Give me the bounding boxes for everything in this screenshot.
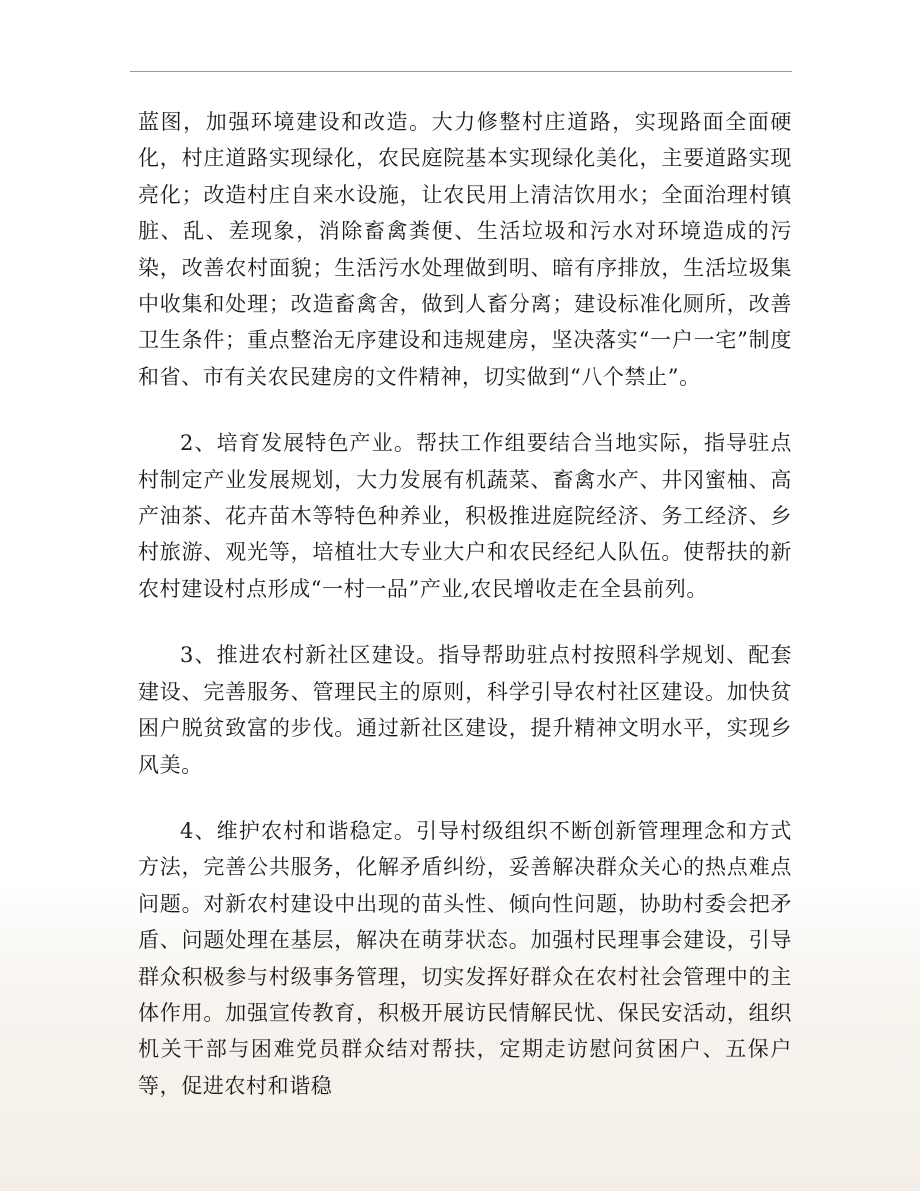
paragraph-continuation: 蓝图，加强环境建设和改造。大力修整村庄道路，实现路面全面硬化，村庄道路实现绿化，农民庭院基本实现绿化美化，主要道路实现亮化；改造村庄自来水设施，让农民用上清洁饮用水；全面治理村镇脏、乱、差现象，消除畜禽粪便、生活垃圾和污水对环境造成的污染，改善农村面貌；生活污水处理做到明、暗有序排放，生活垃圾集中收集和处理；改造畜禽舍，做到人畜分离；建设标准化厕所，改善卫生条件；重点整治无序建设和违规建房，坚决落实“一户一宅”制度和省、市有关农民建房的文件精神，切实做到“八个禁止”。: [138, 110, 792, 389]
paragraph-item-4: 4、维护农村和谐稳定。引导村级组织不断创新管理理念和方式方法，完善公共服务，化解矛盾纠纷，妥善解决群众关心的热点难点问题。对新农村建设中出现的苗头性、倾向性问题，协助村委会把矛盾、问题处理在基层，解决在萌芽状态。加强村民理事会建设，引导群众积极参与村级事务管理，切实发挥好群众在农村社会管理中的主体作用。加强宣传教育，积极开展访民情解民忧、保民安活动，组织机关干部与困难党员群众结对帮扶，定期走访慰问贫困户、五保户等，促进农村和谐稳: [138, 818, 792, 1098]
header-rule: [130, 71, 792, 72]
paragraph-item-3: 3、推进农村新社区建设。指导帮助驻点村按照科学规划、配套建设、完善服务、管理民主的原则，科学引导农村社区建设。加快贫困户脱贫致富的步伐。通过新社区建设，提升精神文明水平，实现乡风美。: [138, 643, 792, 777]
paragraph-item-2: 2、培育发展特色产业。帮扶工作组要结合当地实际，指导驻点村制定产业发展规划，大力发展有机蔬菜、畜禽水产、井冈蜜柚、高产油茶、花卉苗木等特色种养业，积极推进庭院经济、务工经济、乡村旅游、观光等，培植壮大专业大户和农民经纪人队伍。使帮扶的新农村建设村点形成“一村一品”产业,农民增收走在全县前列。: [138, 431, 792, 601]
document-body: [138, 104, 792, 1104]
